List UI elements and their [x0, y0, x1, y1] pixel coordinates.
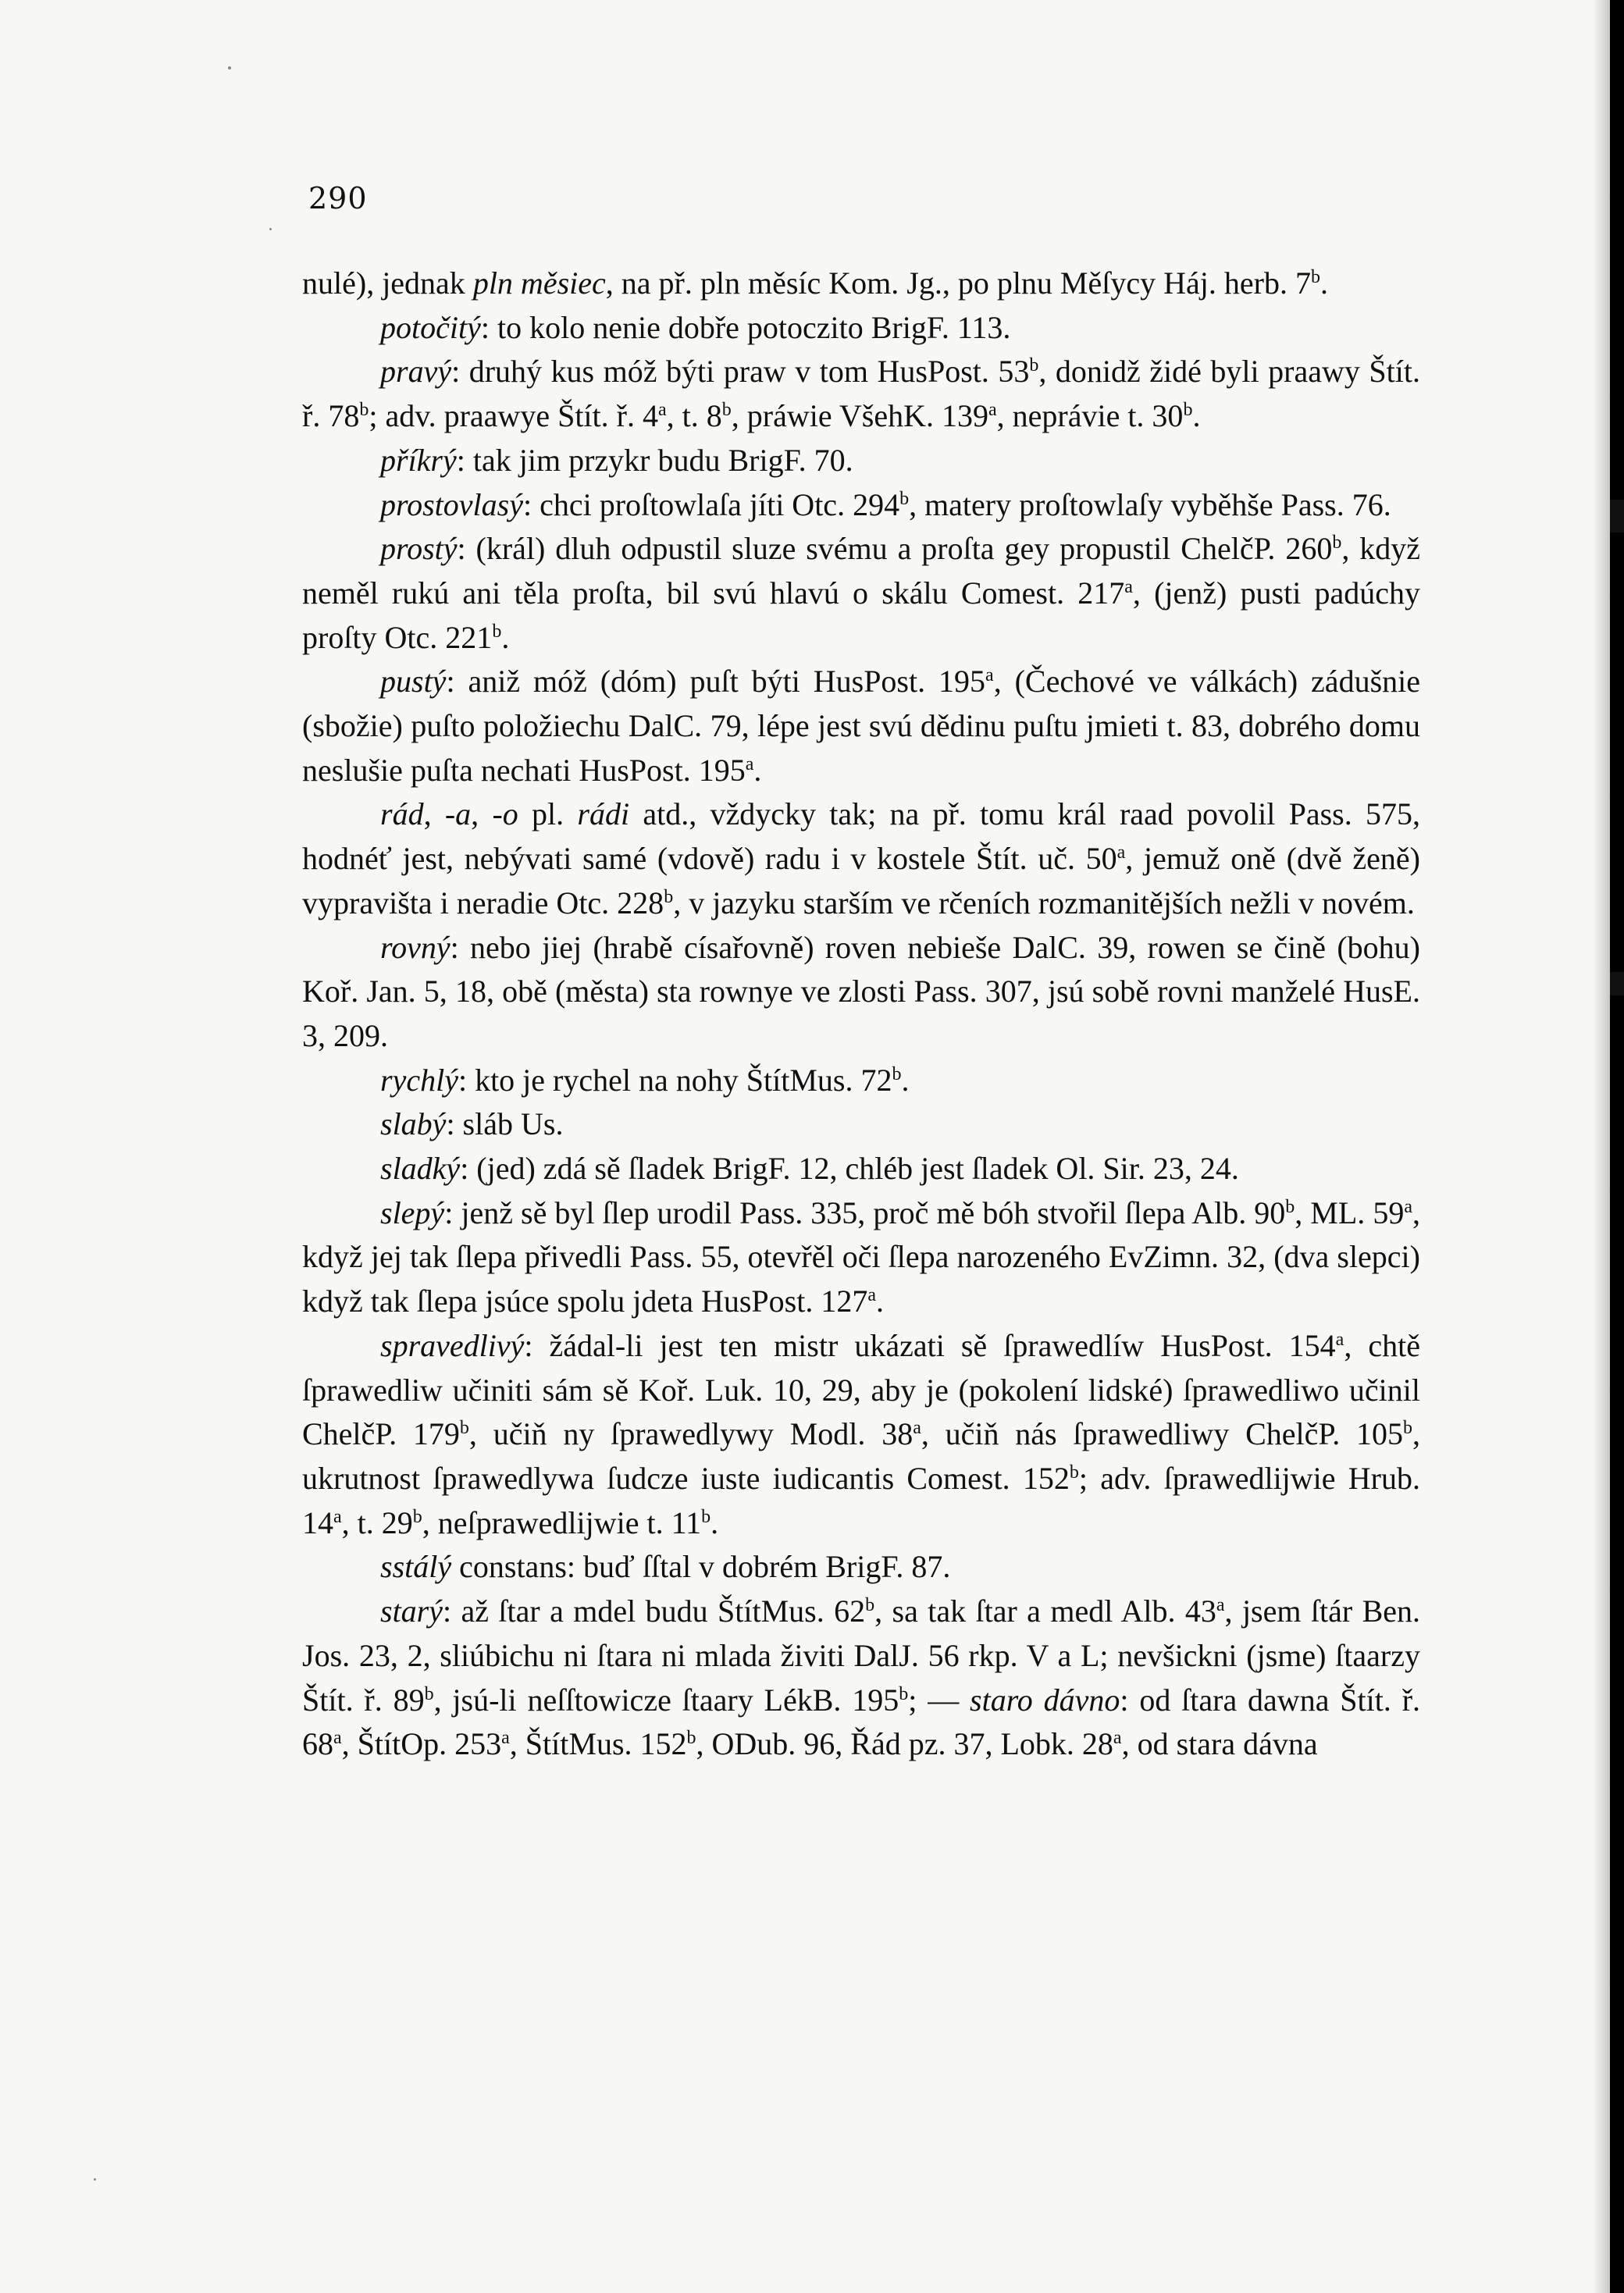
entry-text: . — [876, 1284, 884, 1319]
superscript-page-side: b — [1285, 1196, 1295, 1217]
superscript-page-side: b — [1183, 400, 1193, 421]
dictionary-entry — [302, 1324, 1420, 1546]
headword-italic: rád — [380, 796, 424, 832]
entry-text: , práwie VšehK. 139 — [731, 398, 988, 434]
entry-text: : (jed) zdá sě ſladek BrigF. 12, chléb jest ſladek Ol. Sir. 23, 24. — [460, 1151, 1239, 1187]
entry-text: , ukrutnost ſprawedlywa ſudcze iuste iudicantis Comest. 152 — [302, 1416, 1420, 1496]
superscript-page-side: b — [1403, 1418, 1412, 1439]
entry-text: : aniž móž (dóm) puſt býti HusPost. 195 — [446, 664, 986, 700]
headword-italic: slepý — [380, 1195, 445, 1230]
entry-text: , t. 8 — [666, 398, 722, 434]
superscript-page-side: b — [899, 488, 910, 509]
entry-text: , neprávie t. 30 — [996, 398, 1184, 434]
entry-text: : (král) dluh odpustil sluze svému a proſta gey propustil ChelčP. 260 — [457, 531, 1333, 567]
entry-text: , chtě ſprawedliw učiniti sám sě Koř. Luk. 10, 29, aby je (pokolení lidské) ſprawedliwo učinil ChelčP. 179 — [302, 1327, 1421, 1452]
entry-text: . — [901, 1062, 910, 1098]
headword-italic: rovný — [380, 929, 451, 965]
dictionary-entry — [302, 1191, 1420, 1324]
page-number: 290 — [308, 181, 368, 215]
entry-text: , ML. 59 — [1295, 1195, 1405, 1230]
entry-text: : chci proſtowlaſa jíti Otc. 294 — [522, 486, 900, 522]
entry-text: : sláb Us. — [446, 1106, 564, 1142]
entry-text: . — [710, 1504, 719, 1540]
headword-italic: sstálý — [380, 1549, 452, 1585]
headword-italic: sladký — [380, 1151, 461, 1187]
dictionary-entry — [302, 1147, 1420, 1191]
superscript-page-side: b — [899, 1683, 909, 1704]
dictionary-entry — [302, 926, 1420, 1059]
entry-text: , jsú-li neſſtowicze ſtaary LékB. 195 — [433, 1682, 899, 1718]
entry-text: ; — — [908, 1682, 970, 1718]
headword-italic: slabý — [380, 1106, 447, 1142]
dictionary-entry — [302, 792, 1420, 925]
entry-text: , — [423, 796, 445, 832]
entry-text: , ŠtítOp. 253 — [341, 1726, 502, 1762]
headword-italic: staro dávno — [970, 1682, 1120, 1718]
entry-text: : druhý kus móž býti praw v tom HusPost. 53 — [451, 354, 1030, 390]
superscript-page-side: b — [1029, 355, 1039, 376]
superscript-page-side: a — [1124, 576, 1133, 597]
superscript-page-side: b — [664, 886, 674, 907]
superscript-page-side: a — [1404, 1196, 1412, 1217]
dictionary-entry — [302, 306, 1420, 351]
superscript-page-side: b — [492, 621, 502, 642]
entry-text: , jemuž oně (dvě ženě) vypravišta i neradie Otc. 228 — [302, 841, 1420, 920]
headword-italic: rychlý — [380, 1062, 458, 1098]
headword-italic: prostovlasý — [380, 486, 523, 522]
dictionary-entry — [302, 527, 1420, 660]
entry-text: : žádal-li jest ten mistr ukázati sě ſprawedlíw HusPost. 154 — [524, 1327, 1336, 1363]
superscript-page-side: a — [867, 1285, 876, 1306]
entry-text: constans: buď ſſtal v dobrém BrigF. 87. — [451, 1549, 951, 1585]
superscript-page-side: a — [745, 753, 754, 774]
superscript-page-side: b — [1310, 267, 1320, 287]
entry-text: , sa tak ſtar a medl Alb. 43 — [874, 1593, 1216, 1629]
entry-text: , když jej tak ſlepa přivedli Pass. 55, otevřěl oči ſlepa narozeného EvZimn. 32, (dva slepci) když tak ſlepa jsúce spolu jdeta HusPost. 127 — [302, 1195, 1420, 1319]
entry-text: , na př. pln měsíc Kom. Jg., po plnu Měſycy Háj. herb. 7 — [605, 265, 1311, 301]
entry-text: . — [753, 752, 762, 788]
superscript-page-side: b — [721, 400, 732, 421]
entry-text: , (jenž) pusti padúchy proſty Otc. 221 — [302, 575, 1421, 655]
entry-text: , matery proſtowlaſy vyběhše Pass. 76. — [909, 486, 1391, 522]
entry-text: , učiň ny ſprawedlywy Modl. 38 — [468, 1416, 914, 1452]
entry-text: pl. — [518, 796, 578, 832]
superscript-page-side: a — [1116, 842, 1126, 863]
headword-italic: spravedlivý — [380, 1327, 525, 1363]
entry-text: : to kolo nenie dobře potoczito BrigF. 113. — [480, 309, 1011, 345]
superscript-page-side: a — [1335, 1329, 1344, 1350]
entry-text: , ODub. 96, Řád pz. 37, Lobk. 28 — [696, 1726, 1113, 1762]
dictionary-text — [302, 262, 1420, 1767]
dictionary-entry — [302, 660, 1420, 792]
superscript-page-side: a — [988, 400, 997, 421]
superscript-page-side: b — [424, 1683, 434, 1704]
dictionary-entry — [302, 1059, 1420, 1103]
superscript-page-side: a — [657, 400, 667, 421]
entry-text: , od stara dávna — [1121, 1726, 1318, 1762]
superscript-page-side: b — [1069, 1462, 1079, 1483]
entry-text: , v jazyku starším ve rčeních rozmanitějších nežli v novém. — [673, 885, 1415, 920]
entry-text: ; adv. ſprawedlijwie Hrub. 14 — [302, 1460, 1420, 1540]
superscript-page-side: b — [1332, 532, 1342, 554]
superscript-page-side: a — [1113, 1728, 1122, 1749]
page-edge-mark — [1610, 972, 1624, 995]
dictionary-entry — [302, 1102, 1420, 1147]
entry-text: nulé), jednak — [302, 265, 473, 301]
entry-text: , učiň nás ſprawedliwy ChelčP. 105 — [921, 1416, 1403, 1452]
entry-text: , t. 29 — [341, 1504, 413, 1540]
entry-text: , donidž židé byli praawy Štít. ř. 78 — [302, 354, 1420, 434]
headword-italic: starý — [380, 1593, 443, 1629]
dictionary-entry — [302, 1545, 1420, 1590]
entry-text: , ŠtítMus. 152 — [509, 1726, 687, 1762]
entry-text: . — [501, 619, 510, 655]
page-edge-shadow — [1593, 0, 1624, 2293]
superscript-page-side: b — [865, 1595, 875, 1616]
entry-text: , — [471, 796, 493, 832]
dictionary-entry — [302, 1590, 1420, 1767]
paper-speck — [269, 228, 272, 230]
superscript-page-side: b — [686, 1728, 696, 1749]
entry-text: . — [1192, 398, 1201, 434]
page-edge-mark — [1610, 500, 1624, 532]
entry-text: , (Čechové ve válkách) zádušnie (sbožie) puſto položiechu DalC. 79, lépe jest svú dědinu puſtu jmieti t. 83, dobrého domu neslušie puſta nechati HusPost. 195 — [302, 664, 1420, 788]
headword-italic: -a — [444, 796, 472, 832]
entry-text: : nebo jiej (hrabě císařovně) roven nebieše DalC. 39, rowen se čině (bohu) Koř. Jan. 5, 18, obě (města) sta rownye ve zlosti Pass. 307, jsú sobě rovni manželé HusE. 3, 209. — [302, 929, 1420, 1053]
headword-italic: pln měsiec — [472, 265, 606, 301]
superscript-page-side: a — [501, 1728, 510, 1749]
headword-italic: rádi — [577, 796, 630, 832]
dictionary-entry — [302, 439, 1420, 483]
superscript-page-side: a — [333, 1506, 342, 1527]
entry-text: , neſprawedlijwie t. 11 — [422, 1504, 702, 1540]
paper-speck — [94, 2178, 96, 2181]
superscript-page-side: a — [985, 665, 994, 686]
headword-italic: prostý — [380, 531, 458, 567]
entry-text: , jsem ſtár Ben. Jos. 23, 2, sliúbichu ni ſtara ni mlada živiti DalJ. 56 rkp. V a L; nevšickni (jsme) ſtaarzy Štít. ř. 89 — [302, 1593, 1421, 1718]
entry-text: : kto je rychel na nohy ŠtítMus. 72 — [458, 1062, 892, 1098]
entry-text: . — [1320, 265, 1328, 301]
superscript-page-side: a — [333, 1728, 342, 1749]
entry-text: atd., vždycky tak; na př. tomu král raad povolil Pass. 575, hodnéť jest, nebývati samé (vdově) radu i v kostele Štít. uč. 50 — [302, 796, 1421, 877]
dictionary-entry — [302, 483, 1420, 528]
superscript-page-side: b — [892, 1063, 902, 1084]
paper-speck — [228, 66, 231, 69]
superscript-page-side: b — [459, 1418, 469, 1439]
dictionary-entry — [302, 350, 1420, 438]
headword-italic: pravý — [380, 354, 452, 390]
headword-italic: potočitý — [380, 309, 481, 345]
superscript-page-side: b — [412, 1506, 422, 1527]
superscript-page-side: b — [359, 400, 369, 421]
entry-text: : jenž sě byl ſlep urodil Pass. 335, proč mě bóh stvořil ſlepa Alb. 90 — [444, 1195, 1286, 1230]
entry-text: : až ſtar a mdel budu ŠtítMus. 62 — [443, 1593, 866, 1629]
headword-italic: -o — [492, 796, 518, 832]
entry-continuation — [302, 262, 1420, 306]
headword-italic: pustý — [380, 664, 447, 700]
headword-italic: příkrý — [380, 442, 457, 478]
superscript-page-side: b — [701, 1506, 711, 1527]
entry-text: ; adv. praawye Štít. ř. 4 — [369, 398, 658, 434]
entry-text: , když neměl rukú ani těla proſta, bil svú hlavú o skálu Comest. 217 — [302, 531, 1420, 611]
entry-text: : tak jim przykr budu BrigF. 70. — [456, 442, 853, 478]
entry-text: : od ſtara dawna Štít. ř. 68 — [302, 1682, 1421, 1762]
superscript-page-side: a — [1216, 1595, 1225, 1616]
superscript-page-side: a — [913, 1418, 921, 1439]
